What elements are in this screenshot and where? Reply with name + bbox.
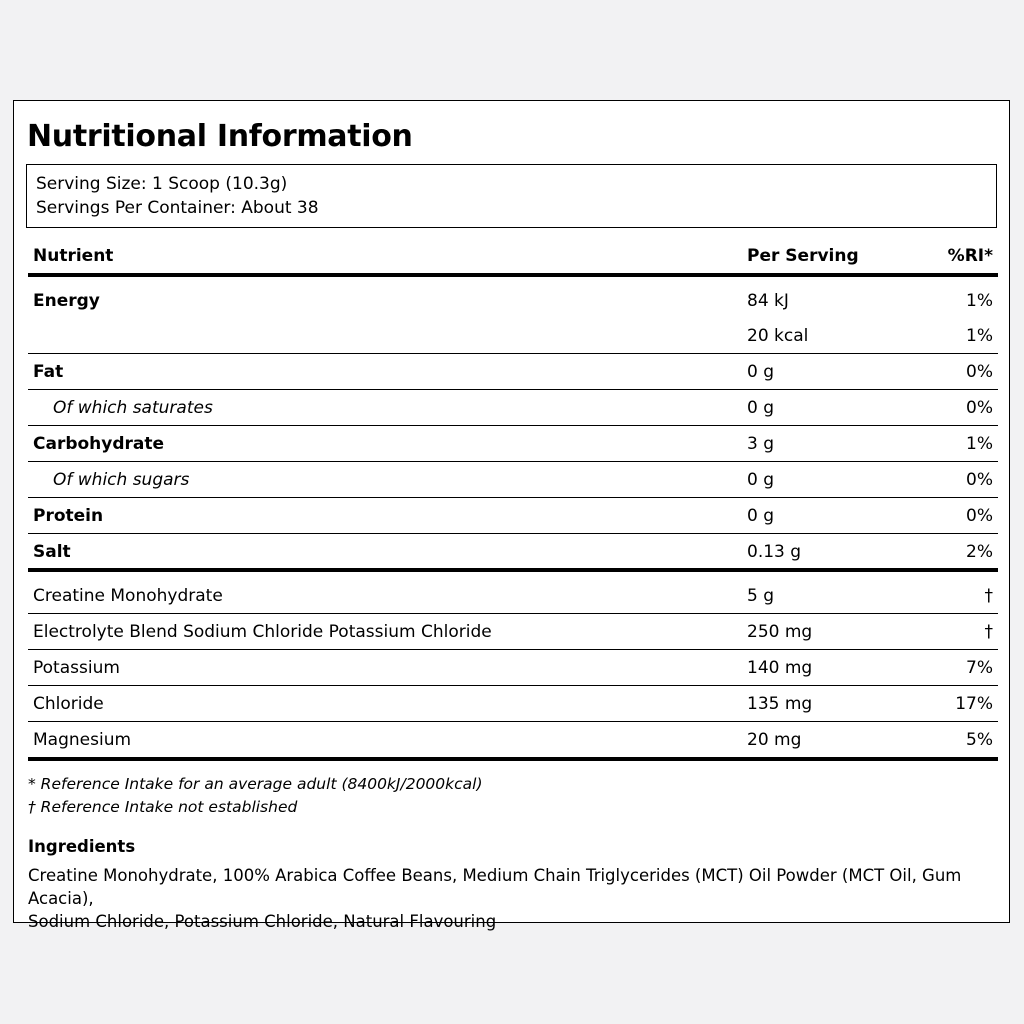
- per-serving-value: 0.13 g: [747, 542, 802, 562]
- serving-info-box: [26, 164, 997, 228]
- nutrient-name: Chloride: [33, 694, 104, 714]
- ingredients-line: Creatine Monohydrate, 100% Arabica Coffee Beans, Medium Chain Triglycerides (MCT) Oil Powder (MCT Oil, Gum Acacia),: [28, 866, 962, 908]
- header-per-serving: Per Serving: [747, 246, 859, 266]
- footnotes: [28, 773, 483, 819]
- footnote-not-established: † Reference Intake not established: [28, 798, 298, 816]
- per-serving-value: 135 mg: [747, 694, 813, 714]
- per-serving-value: 250 mg: [747, 622, 813, 642]
- serving-size: Serving Size: 1 Scoop (10.3g): [36, 174, 288, 194]
- footnote-reference-intake: * Reference Intake for an average adult (8400kJ/2000kcal): [28, 775, 483, 793]
- ingredients-list: [28, 864, 988, 933]
- table-row: [28, 722, 998, 761]
- per-serving-value: 20 mg: [747, 730, 802, 750]
- per-serving-value: 5 g: [747, 586, 775, 606]
- energy-kcal-value: 20 kcal: [747, 326, 809, 346]
- nutrient-name: Fat: [33, 362, 64, 382]
- nutrient-name: Potassium: [33, 658, 120, 678]
- nutrient-name: Of which saturates: [53, 398, 213, 418]
- ri-value: 0%: [966, 398, 993, 418]
- per-serving-value: 140 mg: [747, 658, 813, 678]
- nutrient-name: Protein: [33, 506, 104, 526]
- nutrition-label-panel: [13, 100, 1010, 931]
- per-serving-value: 0 g: [747, 470, 775, 490]
- ri-value: 0%: [966, 362, 993, 382]
- nutrient-name: Carbohydrate: [33, 434, 165, 454]
- ri-value: 0%: [966, 506, 993, 526]
- ri-value: †: [984, 622, 993, 642]
- ri-value: 0%: [966, 470, 993, 490]
- energy-kj-value: 84 kJ: [747, 291, 789, 311]
- table-row: [28, 390, 998, 426]
- ingredients-line: Sodium Chloride, Potassium Chloride, Natural Flavouring: [28, 912, 497, 931]
- table-row: [28, 354, 998, 390]
- table-row-energy: [28, 277, 998, 354]
- nutrient-name: Electrolyte Blend Sodium Chloride Potassium Chloride: [33, 622, 492, 642]
- per-serving-value: 0 g: [747, 362, 775, 382]
- nutrient-name: Of which sugars: [53, 470, 190, 490]
- ri-value: 1%: [966, 434, 993, 454]
- ri-value: 17%: [955, 694, 993, 714]
- ri-value: †: [984, 586, 993, 606]
- nutrition-table: [28, 241, 998, 761]
- table-row: [28, 686, 998, 722]
- table-row: [28, 614, 998, 650]
- nutrient-name: Creatine Monohydrate: [33, 586, 223, 606]
- energy-kj-ri: 1%: [966, 291, 993, 311]
- header-ri: %RI*: [947, 246, 993, 266]
- table-row: [28, 650, 998, 686]
- table-row: [28, 498, 998, 534]
- ri-value: 7%: [966, 658, 993, 678]
- energy-kcal-ri: 1%: [966, 326, 993, 346]
- table-header-row: [28, 241, 998, 277]
- nutrient-name: Magnesium: [33, 730, 132, 750]
- table-row: [28, 462, 998, 498]
- nutrient-name: Energy: [33, 291, 100, 311]
- table-row: [28, 426, 998, 462]
- ri-value: 5%: [966, 730, 993, 750]
- per-serving-value: 0 g: [747, 398, 775, 418]
- ingredients-heading: Ingredients: [28, 837, 136, 856]
- table-row: [28, 572, 998, 614]
- servings-per-container: Servings Per Container: About 38: [36, 198, 319, 218]
- per-serving-value: 0 g: [747, 506, 775, 526]
- table-row: [28, 534, 998, 572]
- nutrient-name: Salt: [33, 542, 71, 562]
- ri-value: 2%: [966, 542, 993, 562]
- header-nutrient: Nutrient: [33, 246, 114, 266]
- page-title: Nutritional Information: [27, 119, 413, 154]
- per-serving-value: 3 g: [747, 434, 775, 454]
